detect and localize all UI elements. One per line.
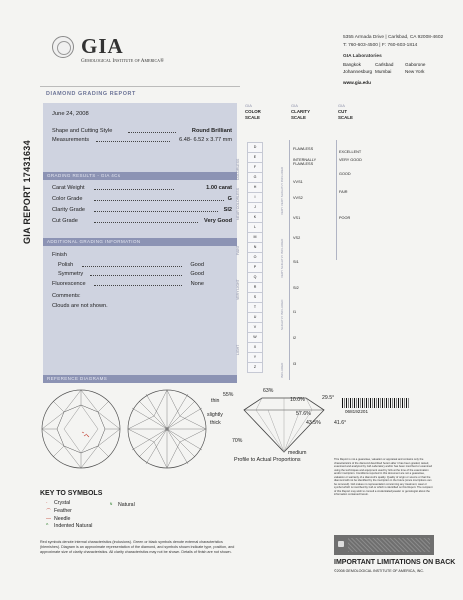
color-grade-p: P [247, 262, 263, 273]
cut-grade-excellent: EXCELLENT [339, 150, 362, 154]
barcode [342, 398, 410, 408]
key-title: KEY TO SYMBOLS [40, 490, 103, 497]
lab-johannesburg: Johannesburg [343, 69, 373, 74]
cut-grade-very-good: VERY GOOD [339, 158, 362, 162]
grading-band-title: GRADING RESULTS - GIA 4Cs [47, 173, 121, 178]
clarity-scale-title-2: CLARITY [291, 109, 311, 114]
color-value: G [227, 196, 232, 202]
cut-scale-title-1: GIA [338, 103, 345, 108]
reference-diagrams-band [43, 375, 237, 383]
barcode-number: 068192201 [345, 409, 368, 414]
lab-gaborone: Gaborone [405, 62, 426, 67]
finish-label: Finish [52, 252, 67, 258]
grading-results-band [43, 172, 237, 180]
copyright-footer: ©2008 GEMOLOGICAL INSTITUTE OF AMERICA, INC. [334, 569, 424, 573]
pavilion-plot-diagram [126, 388, 208, 470]
gia-seal [52, 36, 74, 58]
clarity-group-vvs: VERY VERY SLIGHTLY INCLUDED [280, 166, 284, 215]
security-pattern [348, 538, 430, 552]
lab-bangkok: Bangkok [343, 62, 361, 67]
key-natural-icon: ᴺ [110, 502, 113, 508]
leader-dots [94, 211, 218, 212]
proportions-caption: Profile to Actual Proportions [234, 457, 301, 463]
clarity-grade-vs1: VS1 [293, 216, 301, 220]
color-grade-n: N [247, 242, 263, 253]
lab-new-york: New York [405, 69, 425, 74]
clarity-grade-vvs1: VVS1 [293, 180, 303, 184]
clarity-group-si: SLIGHTLY INCLUDED [280, 299, 284, 330]
color-scale-title-3: SCALE [245, 115, 260, 120]
clarity-group-i: INCLUDED [280, 362, 284, 378]
girdle-thick: thick [210, 420, 221, 426]
cut-grade-fair: FAIR [339, 190, 348, 194]
color-grade-t: T [247, 302, 263, 313]
pavilion-depth: 43.5% [306, 420, 321, 426]
color-grade-j: J [247, 202, 263, 213]
cut-scale-title-2: CUT [338, 109, 348, 114]
measurements-value: 6.48- 6.52 x 3.77 mm [179, 137, 232, 143]
color-grade-x: X [247, 342, 263, 353]
clarity-scale-title-3: SCALE [291, 115, 306, 120]
cut-scale-title-3: SCALE [338, 115, 353, 120]
comments-label: Comments: [52, 293, 81, 299]
color-grade-d: D [247, 142, 263, 153]
logo-text: GIA [81, 34, 124, 58]
leader-dots [94, 222, 198, 223]
carat-label: Carat Weight [52, 185, 85, 191]
clarity-label: Clarity Grade [52, 207, 85, 213]
carat-row [52, 184, 232, 192]
security-strip [334, 535, 434, 555]
color-grade-u: U [247, 312, 263, 323]
girdle-thin: thin [211, 398, 220, 404]
total-depth: 57.6% [296, 411, 311, 417]
fluorescence-row [52, 280, 204, 288]
color-grade-k: K [247, 212, 263, 223]
color-label: Color Grade [52, 196, 83, 202]
seal-inner [57, 41, 71, 55]
website: www.gia.edu [343, 80, 371, 85]
polish-value: Good [190, 262, 204, 268]
color-group-very-light: VERY LIGHT [236, 279, 240, 300]
clarity-row [52, 206, 232, 214]
color-scale-title-2: COLOR [245, 109, 261, 114]
culet-size: medium [288, 450, 307, 456]
girdle-slightly: slightly [207, 412, 223, 418]
key-needle: Needle [54, 516, 71, 522]
leader-dots [90, 275, 182, 276]
color-group-colorless: COLORLESS [236, 158, 240, 180]
clarity-grade-vvs2: VVS2 [293, 196, 303, 200]
polish-label: Polish [58, 262, 74, 268]
symmetry-row [58, 270, 204, 278]
cut-value: Very Good [204, 218, 232, 224]
additional-info-band [43, 238, 237, 246]
pavilion-angle: 41.6° [334, 420, 347, 426]
table-pct: 63% [263, 388, 274, 394]
fluorescence-label: Fluorescence [52, 281, 86, 287]
leader-dots [94, 189, 174, 190]
symmetry-label: Symmetry [58, 271, 84, 277]
leader-dots [82, 266, 182, 267]
cut-grade-poor: POOR [339, 216, 351, 220]
crown-height: 10.0% [290, 397, 305, 403]
legal-text: This Report is not a guarantee, valuation or appraisal and contains only the characteristics of the diamond described herein after it has been graded, tested, examined and analyzed by GIA Laboratory and/or has been inscribed or examined using the techniques and equipment used by GIA at the time of the examination and/or inscription. Conditions reported in this document are not a guarantee, valuation or warranty of a diamond's quality. Quality of origin or source or that the diamond will not be identified by the inscription in the future (since inscriptions can be removed). GIA makes no representation concerning any treatment, wear or symbol which is inscribed by GIA or which is identified on this Report. The recipient of this Report may wish to consult a credentialed jeweler or gemologist about the information contained herein. [334, 458, 433, 496]
clarity-grade-i2: I2 [293, 336, 297, 340]
leader-dots [94, 200, 224, 201]
key-feather-icon: ⌒ [46, 509, 52, 515]
cut-scale [336, 140, 337, 260]
clarity-grade-si2: SI2 [293, 286, 299, 290]
fluorescence-value: None [190, 281, 204, 287]
key-natural: Natural [118, 502, 135, 508]
comments-value: Clouds are not shown. [52, 303, 108, 309]
carat-value: 1.00 carat [206, 185, 232, 191]
leader-dots [94, 285, 182, 286]
color-grade-r: R [247, 282, 263, 293]
color-grade-g: G [247, 172, 263, 183]
clarity-group-vs: VERY SLIGHTLY INCLUDED [280, 238, 284, 278]
key-needle-icon: — [46, 516, 51, 522]
clarity-grade-if: INTERNALLY FLAWLESS [293, 158, 317, 166]
lab-carlsbad: Carlsbad [375, 62, 394, 67]
color-grade-m: M [247, 232, 263, 243]
clarity-value: SI2 [223, 207, 232, 213]
clarity-scale-title-1: GIA [291, 103, 298, 108]
color-grade-q: Q [247, 272, 263, 283]
clarity-grade-i1: I1 [293, 310, 297, 314]
color-grade-e: E [247, 152, 263, 163]
cut-grade-good: GOOD [339, 172, 351, 176]
report-title: DIAMOND GRADING REPORT [46, 91, 136, 97]
color-row [52, 195, 232, 203]
key-indented-natural-icon: ^ [46, 523, 49, 529]
polish-row [58, 261, 204, 269]
clarity-scale [289, 140, 290, 380]
color-grade-v: V [247, 322, 263, 333]
logo-subtitle: Gemological Institute of America® [81, 58, 164, 64]
girdle-pct: 55% [223, 392, 234, 398]
clarity-grade-i3: I3 [293, 362, 297, 366]
cut-label: Cut Grade [52, 218, 78, 224]
color-group-near-colorless: NEAR COLORLESS [236, 187, 240, 220]
key-note: Red symbols denote internal characteristics (inclusions). Green or black symbols denote external characteristics (blemishes). Diagram is an approximate representation of the diamond, and symbols shown indicate type, position, and approximate size of clarity characteristics. All clarity characteristics may not be shown. Details of finish are not shown. [40, 540, 235, 554]
key-crystal: Crystal [54, 500, 71, 506]
header-rule [40, 86, 240, 87]
lab-mumbai: Mumbai [375, 69, 392, 74]
leader-dots [96, 141, 170, 142]
phone-line: T: 760-603-4500 | F: 760-603-1814 [343, 43, 418, 48]
color-grade-i: I [247, 192, 263, 203]
crown-angle: 29.5° [322, 395, 335, 401]
color-grade-h: H [247, 182, 263, 193]
color-grade-y: Y [247, 352, 263, 363]
report-date: June 24, 2008 [52, 111, 89, 117]
address-line: 5355 Armada Drive | Carlsbad, CA 92008-4602 [343, 35, 444, 40]
red-inclusion-marks [82, 432, 89, 437]
key-feather: Feather [54, 508, 72, 514]
key-indented-natural: Indented Natural [54, 523, 93, 529]
shape-row [52, 127, 232, 135]
lock-icon [338, 541, 344, 547]
important-limitations: IMPORTANT LIMITATIONS ON BACK [334, 559, 456, 566]
report-side-label: GIA REPORT 17431634 [22, 140, 32, 244]
color-grade-f: F [247, 162, 263, 173]
cut-row [52, 217, 232, 225]
additional-band-title: ADDITIONAL GRADING INFORMATION [47, 239, 141, 244]
color-grade-z: Z [247, 362, 263, 373]
leader-dots [128, 132, 176, 133]
color-group-faint: FAINT [236, 245, 240, 255]
symmetry-value: Good [190, 271, 204, 277]
measurements-label: Measurements [52, 137, 89, 143]
shape-label: Shape and Cutting Style [52, 128, 113, 134]
clarity-grade-si1: SI1 [293, 260, 299, 264]
color-grade-l: L [247, 222, 263, 233]
crown-plot-diagram [40, 388, 122, 470]
color-group-light: LIGHT [236, 344, 240, 355]
color-scale-title-1: GIA [245, 103, 252, 108]
lower-half: 70% [232, 438, 243, 444]
measurements-row [52, 136, 232, 144]
color-grade-w: W [247, 332, 263, 343]
color-grade-o: O [247, 252, 263, 263]
key-crystal-icon: · [46, 500, 48, 506]
clarity-grade-fl: FLAWLESS [293, 147, 314, 151]
diagram-band-title: REFERENCE DIAGRAMS [47, 376, 108, 381]
color-grade-s: S [247, 292, 263, 303]
clarity-grade-vs2: VS2 [293, 236, 301, 240]
shape-value: Round Brilliant [191, 128, 232, 134]
proportions-diagram [236, 392, 336, 456]
labs-title: GIA Laboratories [343, 54, 382, 59]
